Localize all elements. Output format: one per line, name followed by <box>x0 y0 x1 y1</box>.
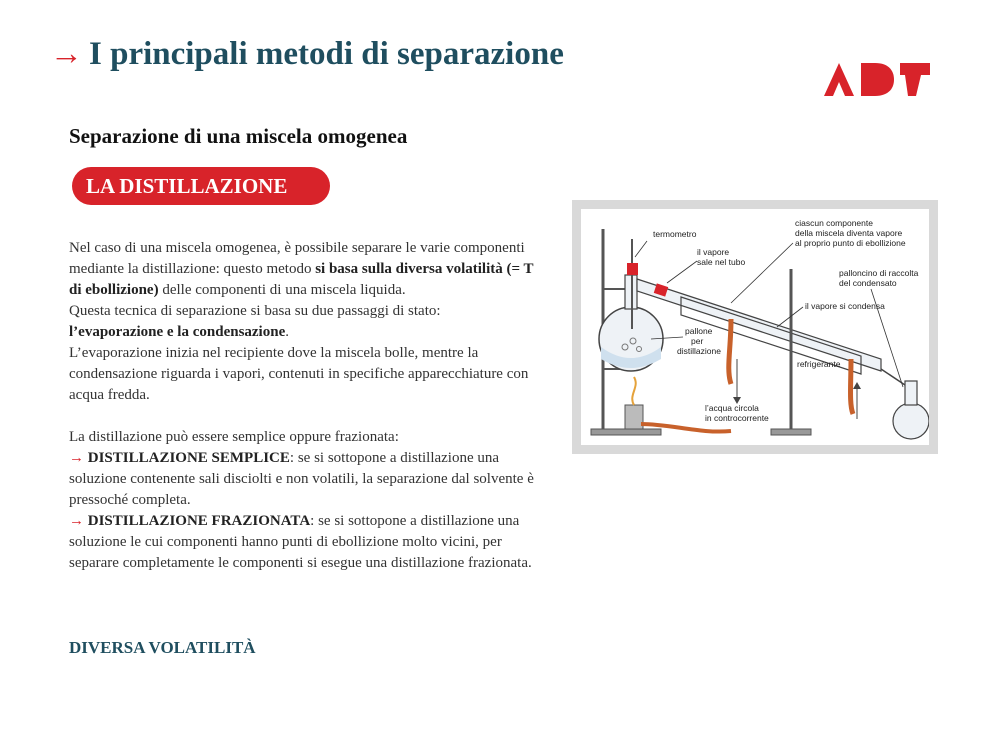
label-vapore-2: sale nel tubo <box>697 257 746 267</box>
section-subtitle: Separazione di una miscela omogenea <box>69 124 408 148</box>
distillation-apparatus-diagram <box>581 209 929 445</box>
tecnica-highlight: l’evaporazione e la condensazione <box>69 324 286 340</box>
semplice-label: DISTILLAZIONE SEMPLICE <box>87 450 290 466</box>
label-termometro: termometro <box>653 229 697 239</box>
distillazione-badge: LA DISTILLAZIONE <box>72 167 330 205</box>
semplice-arrow-icon: → <box>69 450 84 466</box>
intro-text-end: delle componenti di una miscela liquida. <box>158 282 406 298</box>
intro-bold: si basa sulla diversa volatilità (= T di ebollizione) <box>69 261 534 298</box>
title-arrow-icon: → <box>50 36 83 72</box>
label-acqua-1: l’acqua circola <box>705 403 759 413</box>
label-refrigerante: refrigerante <box>797 359 841 369</box>
label-ciascun-3: al proprio punto di ebollizione <box>795 238 906 248</box>
label-acqua-2: in controcorrente <box>705 413 769 423</box>
label-palloncino-1: palloncino di raccolta <box>839 268 919 278</box>
frazionata-arrow-icon: → <box>69 513 84 529</box>
label-ciascun-1: ciascun componente <box>795 218 873 228</box>
distillation-figure <box>572 200 938 454</box>
frazionata-label: DISTILLAZIONE FRAZIONATA <box>87 513 311 529</box>
label-ciascun-2: della miscela diventa vapore <box>795 228 903 238</box>
tecnica-period: . <box>285 324 289 340</box>
tecnica-text: Questa tecnica di separazione si basa su due passaggi di stato: <box>69 303 441 319</box>
paragraph-semplice <box>69 448 549 511</box>
paragraph-tipi: La distillazione può essere semplice oppure frazionata: <box>69 429 399 445</box>
label-palloncino-2: del condensato <box>839 278 897 288</box>
semplice-text: : se si sottopone a distillazione una soluzione contenente sali disciolti e non volatili, la separazione dal solvente è pressoché completa. <box>69 450 534 508</box>
label-vapore-1: il vapore <box>697 247 730 257</box>
body-text <box>69 238 549 574</box>
paragraph-evaporazione: L’evaporazione inizia nel recipiente dove la miscela bolle, mentre la condensazione riguarda i vapori, contenuti in specifiche apparecchiature con acqua fredda. <box>69 345 529 403</box>
label-pallone-2: per <box>691 336 704 346</box>
paragraph-tecnica <box>69 301 549 343</box>
title-text: I principali metodi di separazione <box>89 36 564 72</box>
volatilita-label: DIVERSA VOLATILITÀ <box>69 638 256 657</box>
paragraph-intro <box>69 238 549 301</box>
label-pallone-3: distillazione <box>677 346 721 356</box>
page-title <box>50 36 564 73</box>
label-condensa: il vapore si condensa <box>805 301 885 311</box>
frazionata-text: : se si sottopone a distillazione una soluzione le cui componenti hanno punti di ebollizione molto vicini, per separare completamente le componenti si esegue una distillazione frazionata. <box>69 513 532 571</box>
adt-logo <box>824 63 930 96</box>
intro-text: Nel caso di una miscela omogenea, è possibile separare le varie componenti mediante la distillazione: questo metodo <box>69 240 525 277</box>
label-pallone-1: pallone <box>685 326 713 336</box>
paragraph-frazionata <box>69 511 549 574</box>
